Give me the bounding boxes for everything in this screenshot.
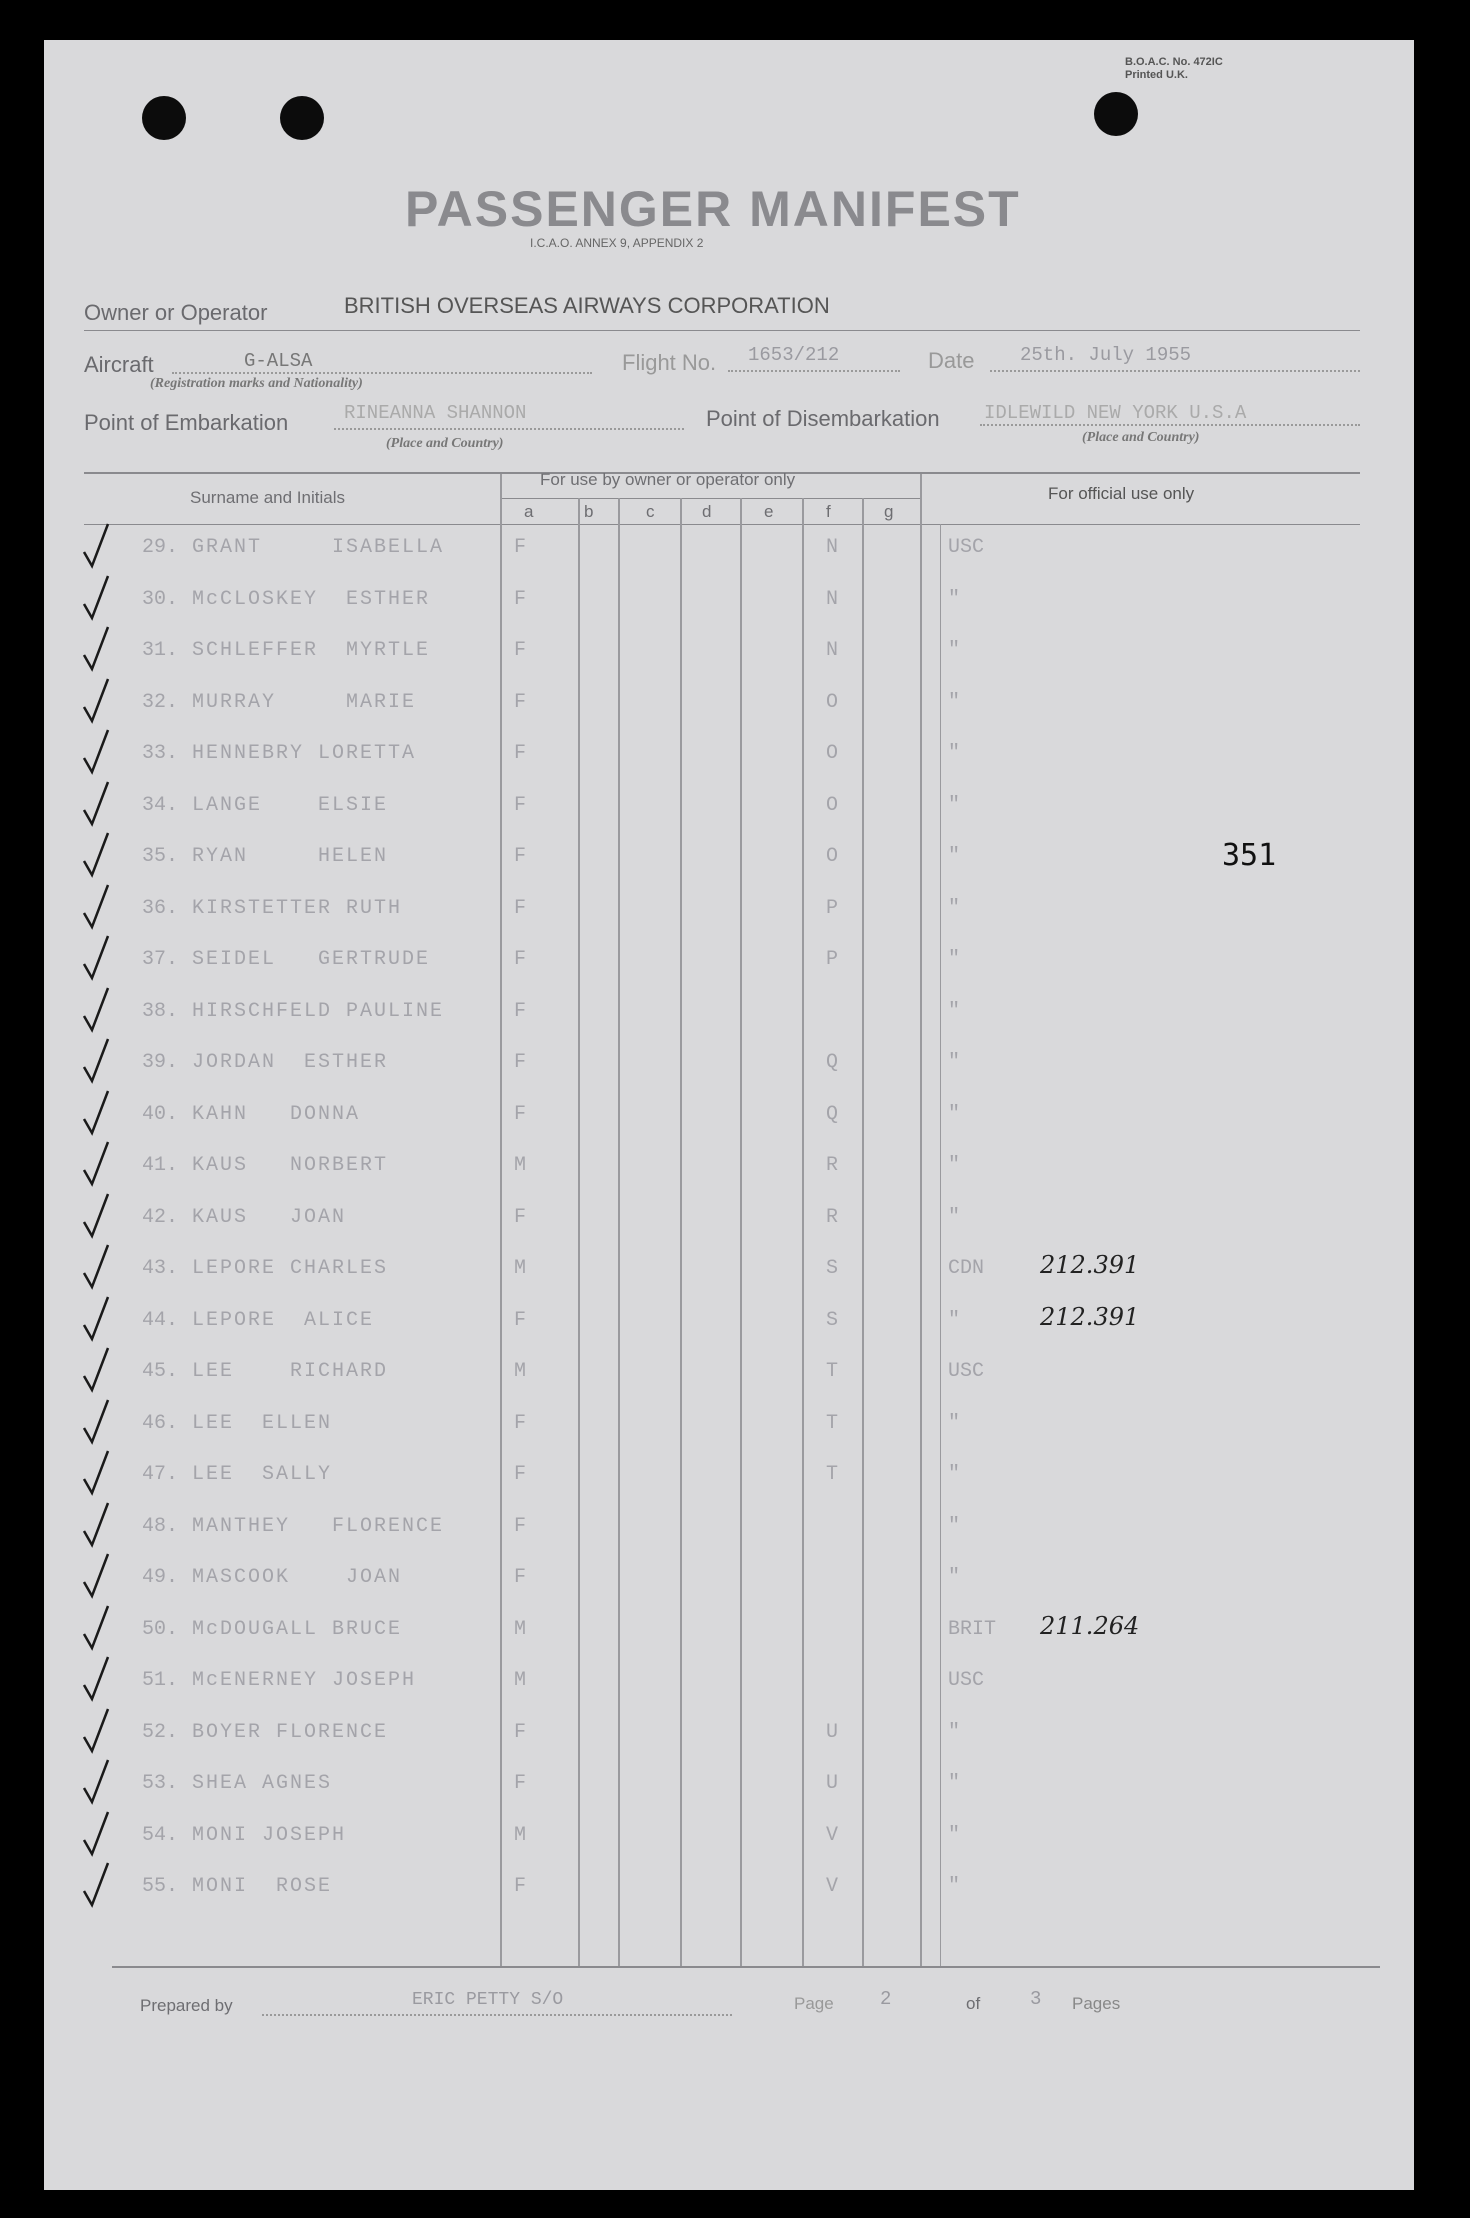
- passenger-number: 36.: [142, 896, 179, 920]
- check-mark-icon: [78, 780, 118, 828]
- passenger-name: KIRSTETTER RUTH: [192, 896, 403, 920]
- punch-hole-left-1: [142, 96, 186, 140]
- passenger-nationality: BRIT: [948, 1617, 997, 1641]
- passenger-number: 50.: [142, 1617, 179, 1641]
- passenger-sex: F: [514, 845, 527, 868]
- passenger-sex: F: [514, 1102, 527, 1126]
- passenger-nationality: USC: [948, 1669, 985, 1692]
- passenger-nationality: ": [948, 999, 961, 1023]
- passenger-number: 47.: [142, 1463, 179, 1486]
- passenger-code: R: [826, 1154, 839, 1177]
- table-row: [0, 790, 1470, 826]
- passenger-code: R: [826, 1205, 839, 1229]
- passenger-sex: F: [514, 1463, 527, 1486]
- prepared-by-line: [262, 2014, 732, 2016]
- passenger-sex: F: [514, 793, 527, 817]
- owner-label: Owner or Operator: [84, 300, 268, 325]
- passenger-number: 44.: [142, 1308, 179, 1332]
- passenger-number: 34.: [142, 793, 179, 817]
- passenger-nationality: ": [948, 639, 961, 662]
- passenger-sex: F: [514, 1308, 527, 1332]
- punch-hole-left-2: [280, 96, 324, 140]
- passenger-name: HENNEBRY LORETTA: [192, 742, 417, 765]
- passenger-sex: F: [514, 1720, 527, 1744]
- check-mark-icon: [78, 1604, 118, 1652]
- passenger-sex: F: [514, 1051, 527, 1074]
- passenger-number: 38.: [142, 999, 179, 1023]
- check-mark-icon: [78, 1295, 118, 1343]
- check-mark-icon: [78, 625, 118, 673]
- passenger-nationality: ": [948, 690, 961, 714]
- table-row: [0, 1202, 1470, 1238]
- table-header-rule: [84, 524, 1360, 525]
- header-owner-use: For use by owner or operator only: [540, 470, 796, 489]
- check-mark-icon: [78, 986, 118, 1034]
- passenger-sex: M: [514, 1154, 527, 1177]
- passenger-code: O: [826, 845, 839, 868]
- passenger-name: LEPORE CHARLES: [192, 1257, 389, 1280]
- date-line: [990, 370, 1360, 372]
- passenger-name: RYAN HELEN: [192, 845, 389, 868]
- table-row: [0, 1408, 1470, 1444]
- passenger-number: 45.: [142, 1360, 179, 1383]
- passenger-name: LEE SALLY: [192, 1463, 333, 1486]
- table-row: [0, 841, 1470, 877]
- page-stamp-number: 351: [1222, 838, 1277, 873]
- passenger-name: MONI JOSEPH: [192, 1823, 347, 1847]
- passenger-nationality: ": [948, 1205, 961, 1229]
- passenger-name: SCHLEFFER MYRTLE: [192, 639, 431, 662]
- table-row: [0, 1253, 1470, 1289]
- check-mark-icon: [78, 1037, 118, 1085]
- header-surname: Surname and Initials: [190, 488, 345, 507]
- passenger-code: N: [826, 536, 839, 559]
- table-row: [0, 1150, 1470, 1186]
- passenger-name: JORDAN ESTHER: [192, 1051, 389, 1074]
- passenger-sex: F: [514, 742, 527, 765]
- check-mark-icon: [78, 1089, 118, 1137]
- embarkation-label: Point of Embarkation: [84, 410, 289, 435]
- table-row: [0, 532, 1470, 568]
- flight-value: 1653/212: [748, 344, 840, 366]
- table-row: [0, 1047, 1470, 1083]
- page-value: 2: [880, 1988, 892, 2010]
- passenger-nationality: ": [948, 845, 961, 868]
- passenger-sex: F: [514, 999, 527, 1023]
- passenger-code: Q: [826, 1102, 839, 1126]
- passenger-name: McCLOSKEY ESTHER: [192, 587, 431, 611]
- official-note: 211.264: [1040, 1611, 1140, 1640]
- disembarkation-value: IDLEWILD NEW YORK U.S.A: [984, 402, 1247, 424]
- table-row: [0, 687, 1470, 723]
- passenger-name: LEPORE ALICE: [192, 1308, 375, 1332]
- check-mark-icon: [78, 677, 118, 725]
- header-col-f: f: [826, 502, 831, 521]
- table-row: [0, 944, 1470, 980]
- aircraft-value: G-ALSA: [244, 350, 313, 372]
- passenger-sex: F: [514, 1772, 527, 1795]
- passenger-nationality: ": [948, 1772, 961, 1795]
- passenger-sex: F: [514, 587, 527, 611]
- check-mark-icon: [78, 1346, 118, 1394]
- passenger-code: N: [826, 587, 839, 611]
- passenger-nationality: ": [948, 1823, 961, 1847]
- table-row: [0, 1302, 1470, 1341]
- passenger-name: BOYER FLORENCE: [192, 1720, 389, 1744]
- passenger-name: SEIDEL GERTRUDE: [192, 948, 431, 971]
- passenger-nationality: ": [948, 1102, 961, 1126]
- passenger-number: 31.: [142, 639, 179, 662]
- passenger-name: McENERNEY JOSEPH: [192, 1669, 417, 1692]
- passenger-nationality: ": [948, 1154, 961, 1177]
- passenger-name: KAUS JOAN: [192, 1205, 347, 1229]
- passenger-code: T: [826, 1411, 839, 1435]
- passenger-number: 29.: [142, 536, 179, 559]
- passenger-sex: M: [514, 1360, 527, 1383]
- passenger-code: P: [826, 948, 839, 971]
- passenger-sex: F: [514, 690, 527, 714]
- header-official-use: For official use only: [1048, 484, 1195, 503]
- check-mark-icon: [78, 934, 118, 982]
- passenger-nationality: ": [948, 1514, 961, 1538]
- table-row: [0, 893, 1470, 929]
- header-col-e: e: [764, 502, 774, 521]
- table-row: [0, 1459, 1470, 1495]
- passenger-sex: M: [514, 1823, 527, 1847]
- passenger-sex: F: [514, 1875, 527, 1898]
- passenger-number: 53.: [142, 1772, 179, 1795]
- aircraft-hint: (Registration marks and Nationality): [150, 376, 363, 391]
- passenger-number: 46.: [142, 1411, 179, 1435]
- passenger-sex: F: [514, 1566, 527, 1589]
- table-row: [0, 1099, 1470, 1135]
- passenger-nationality: ": [948, 1463, 961, 1486]
- passenger-sex: M: [514, 1617, 527, 1641]
- passenger-code: N: [826, 639, 839, 662]
- passenger-number: 39.: [142, 1051, 179, 1074]
- table-row: [0, 738, 1470, 774]
- table-row: [0, 1717, 1470, 1753]
- passenger-number: 54.: [142, 1823, 179, 1847]
- passenger-code: U: [826, 1720, 839, 1744]
- passenger-sex: F: [514, 639, 527, 662]
- passenger-number: 33.: [142, 742, 179, 765]
- passenger-number: 48.: [142, 1514, 179, 1538]
- passenger-name: MONI ROSE: [192, 1875, 333, 1898]
- passenger-code: P: [826, 896, 839, 920]
- passenger-nationality: USC: [948, 536, 985, 559]
- passenger-code: T: [826, 1360, 839, 1383]
- form-reference: B.O.A.C. No. 472IC Printed U.K.: [1125, 56, 1223, 81]
- header-col-d: d: [702, 502, 712, 521]
- check-mark-icon: [78, 574, 118, 622]
- owner-value: BRITISH OVERSEAS AIRWAYS CORPORATION: [344, 293, 830, 318]
- punch-hole-right: [1094, 92, 1138, 136]
- prepared-by-value: ERIC PETTY S/O: [412, 1990, 564, 2010]
- check-mark-icon: [78, 728, 118, 776]
- passenger-sex: F: [514, 536, 527, 559]
- passenger-code: O: [826, 742, 839, 765]
- disembarkation-line: [980, 424, 1360, 426]
- passenger-code: O: [826, 690, 839, 714]
- passenger-nationality: ": [948, 1411, 961, 1435]
- header-col-a: a: [524, 502, 534, 521]
- date-value: 25th. July 1955: [1020, 344, 1192, 366]
- disembarkation-hint: (Place and Country): [1082, 430, 1200, 445]
- passenger-code: O: [826, 793, 839, 817]
- passenger-number: 32.: [142, 690, 179, 714]
- check-mark-icon: [78, 1707, 118, 1755]
- page-subtitle: I.C.A.O. ANNEX 9, APPENDIX 2: [530, 236, 704, 250]
- passenger-nationality: USC: [948, 1360, 985, 1383]
- table-row: [0, 584, 1470, 620]
- table-row: [0, 1511, 1470, 1547]
- check-mark-icon: [78, 1140, 118, 1188]
- passenger-code: U: [826, 1772, 839, 1795]
- passenger-nationality: ": [948, 1875, 961, 1898]
- check-mark-icon: [78, 1861, 118, 1909]
- of-value: 3: [1030, 1988, 1042, 2010]
- prepared-by-label: Prepared by: [140, 1996, 233, 2015]
- check-mark-icon: [78, 522, 118, 570]
- passenger-sex: F: [514, 1205, 527, 1229]
- table-row: [0, 1611, 1470, 1650]
- passenger-name: McDOUGALL BRUCE: [192, 1617, 403, 1641]
- header-col-g: g: [884, 502, 894, 521]
- flight-label: Flight No.: [622, 350, 717, 375]
- passenger-sex: F: [514, 1514, 527, 1538]
- passenger-nationality: ": [948, 742, 961, 765]
- table-row: [0, 1820, 1470, 1856]
- passenger-number: 51.: [142, 1669, 179, 1692]
- passenger-code: S: [826, 1308, 839, 1332]
- passenger-nationality: ": [948, 1720, 961, 1744]
- passenger-name: GRANT ISABELLA: [192, 536, 445, 559]
- check-mark-icon: [78, 831, 118, 879]
- passenger-code: V: [826, 1875, 839, 1898]
- passenger-nationality: ": [948, 1308, 961, 1332]
- check-mark-icon: [78, 1192, 118, 1240]
- passenger-nationality: ": [948, 793, 961, 817]
- passenger-name: HIRSCHFELD PAULINE: [192, 999, 445, 1023]
- table-row: [0, 1665, 1470, 1701]
- check-mark-icon: [78, 1449, 118, 1497]
- passenger-code: S: [826, 1257, 839, 1280]
- passenger-code: V: [826, 1823, 839, 1847]
- passenger-nationality: ": [948, 948, 961, 971]
- passenger-sex: F: [514, 896, 527, 920]
- owner-cols-rule: [500, 498, 920, 499]
- passenger-nationality: ": [948, 896, 961, 920]
- header-col-b: b: [584, 502, 594, 521]
- passenger-number: 37.: [142, 948, 179, 971]
- passenger-name: LEE ELLEN: [192, 1411, 333, 1435]
- embarkation-hint: (Place and Country): [386, 436, 504, 451]
- of-label: of: [966, 1994, 981, 2013]
- date-label: Date: [928, 348, 975, 373]
- table-row: [0, 635, 1470, 671]
- table-bottom-rule: [112, 1966, 1380, 1968]
- check-mark-icon: [78, 883, 118, 931]
- check-mark-icon: [78, 1552, 118, 1600]
- passenger-nationality: ": [948, 1566, 961, 1589]
- passenger-number: 35.: [142, 845, 179, 868]
- passenger-nationality: ": [948, 587, 961, 611]
- passenger-number: 43.: [142, 1257, 179, 1280]
- table-row: [0, 1356, 1470, 1392]
- owner-rule: [84, 330, 1360, 331]
- passenger-nationality: ": [948, 1051, 961, 1074]
- disembarkation-label: Point of Disembarkation: [706, 406, 940, 431]
- passenger-sex: M: [514, 1257, 527, 1280]
- passenger-name: MURRAY MARIE: [192, 690, 417, 714]
- official-note: 212.391: [1040, 1302, 1140, 1331]
- passenger-name: KAHN DONNA: [192, 1102, 361, 1126]
- table-row: [0, 1768, 1470, 1804]
- table-row: [0, 1562, 1470, 1598]
- passenger-code: Q: [826, 1051, 839, 1074]
- passenger-name: MANTHEY FLORENCE: [192, 1514, 445, 1538]
- aircraft-line: [172, 372, 592, 374]
- passenger-number: 40.: [142, 1102, 179, 1126]
- check-mark-icon: [78, 1758, 118, 1806]
- passenger-number: 55.: [142, 1875, 179, 1898]
- page-label: Page: [794, 1994, 834, 2013]
- table-row: [0, 1871, 1470, 1907]
- flight-line: [728, 370, 900, 372]
- passenger-number: 30.: [142, 587, 179, 611]
- embarkation-value: RINEANNA SHANNON: [344, 402, 527, 424]
- check-mark-icon: [78, 1810, 118, 1858]
- check-mark-icon: [78, 1501, 118, 1549]
- passenger-number: 49.: [142, 1566, 179, 1589]
- passenger-number: 42.: [142, 1205, 179, 1229]
- passenger-number: 41.: [142, 1154, 179, 1177]
- passenger-name: KAUS NORBERT: [192, 1154, 389, 1177]
- pages-label: Pages: [1072, 1994, 1121, 2013]
- official-note: 212.391: [1040, 1251, 1140, 1279]
- passenger-name: MASCOOK JOAN: [192, 1566, 403, 1589]
- header-col-c: c: [646, 502, 655, 521]
- table-row: [0, 996, 1470, 1032]
- passenger-name: SHEA AGNES: [192, 1772, 333, 1795]
- embarkation-line: [334, 428, 684, 430]
- passenger-name: LANGE ELSIE: [192, 793, 389, 817]
- passenger-sex: F: [514, 1411, 527, 1435]
- aircraft-label: Aircraft: [84, 352, 154, 377]
- check-mark-icon: [78, 1243, 118, 1291]
- passenger-code: T: [826, 1463, 839, 1486]
- check-mark-icon: [78, 1398, 118, 1446]
- check-mark-icon: [78, 1655, 118, 1703]
- page-title: PASSENGER MANIFEST: [405, 181, 1021, 237]
- passenger-nationality: CDN: [948, 1257, 985, 1280]
- passenger-sex: F: [514, 948, 527, 971]
- passenger-sex: M: [514, 1669, 527, 1692]
- passenger-name: LEE RICHARD: [192, 1360, 389, 1383]
- passenger-number: 52.: [142, 1720, 179, 1744]
